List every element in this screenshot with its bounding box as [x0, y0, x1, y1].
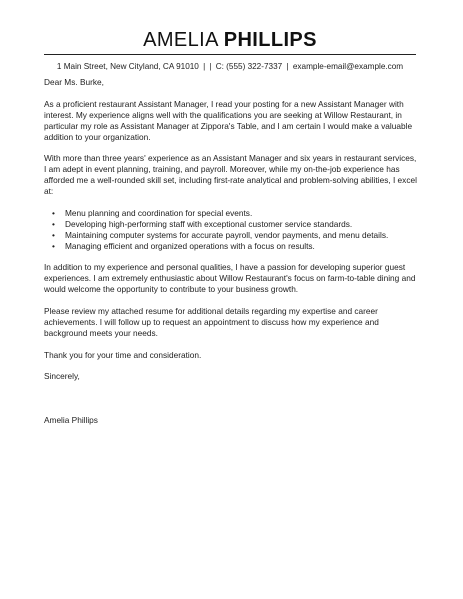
- signature-space: [44, 393, 420, 415]
- contact-separator: |: [286, 62, 289, 71]
- list-item: [44, 219, 420, 230]
- email: example-email@example.com: [292, 62, 404, 71]
- salutation: Dear Ms. Burke,: [44, 77, 104, 87]
- letter-body: [44, 77, 420, 426]
- bullet-icon: •: [52, 218, 55, 229]
- contact-separator: |: [203, 62, 206, 71]
- bullet-icon: •: [52, 207, 55, 218]
- signature-name: Amelia Phillips: [44, 414, 98, 425]
- bullet-icon: •: [52, 229, 55, 240]
- bullet-icon: •: [52, 240, 55, 251]
- paragraph-thanks: Thank you for your time and consideration.: [44, 349, 202, 360]
- applicant-name: [44, 29, 416, 51]
- contact-separator: |: [209, 62, 212, 71]
- list-item: [44, 241, 420, 252]
- address: 1 Main Street, New Cityland, CA 91010: [56, 62, 199, 71]
- list-item-text: Menu planning and coordination for special events.: [65, 207, 253, 218]
- paragraph-follow-up: Please review my attached resume for additional details regarding my expertise and career achievements. I will follow up to request an appointment to discuss how my experience and background meets your needs.: [44, 305, 379, 338]
- paragraph-passion: In addition to my experience and personal qualities, I have a passion for developing superior guest experiences. I am extremely enthusiastic about Willow Restaurant's focus on farm-to-table dining and would welcome the opportunity to contribute to your business growth.: [44, 262, 416, 295]
- first-name: AMELIA: [143, 29, 218, 51]
- phone: C: (555) 322-7337: [215, 62, 283, 71]
- closing: Sincerely,: [44, 371, 80, 382]
- contact-line: [44, 62, 416, 71]
- list-item-text: Developing high-performing staff with exceptional customer service standards.: [65, 218, 353, 229]
- paragraph-intro: As a proficient restaurant Assistant Manager, I read your posting for a new Assistant Manager with interest. My experience aligns well with the qualifications you are seeking at Willow Restaurant, in particular my role as Assistant Manager at Zippora's Table, and I am certain I would make a valuable addition to your organization.: [44, 98, 413, 142]
- list-item-text: Maintaining computer systems for accurate payroll, vendor payments, and menu details.: [65, 229, 389, 240]
- list-item-text: Managing efficient and organized operations with a focus on results.: [65, 240, 315, 251]
- letter-header: [44, 29, 416, 71]
- last-name: PHILLIPS: [223, 29, 317, 51]
- paragraph-experience: With more than three years' experience as an Assistant Manager and six years in restaurant services, I am adept in event planning, training, and payroll. Moreover, while my on-the-job experience has afforded me a well-rounded skill set, including first-rate analytical and problem-solving abilities, I excel at:: [44, 153, 417, 197]
- list-item: [44, 230, 420, 241]
- skills-list: [44, 208, 420, 252]
- header-divider: [44, 54, 416, 55]
- list-item: [44, 208, 420, 219]
